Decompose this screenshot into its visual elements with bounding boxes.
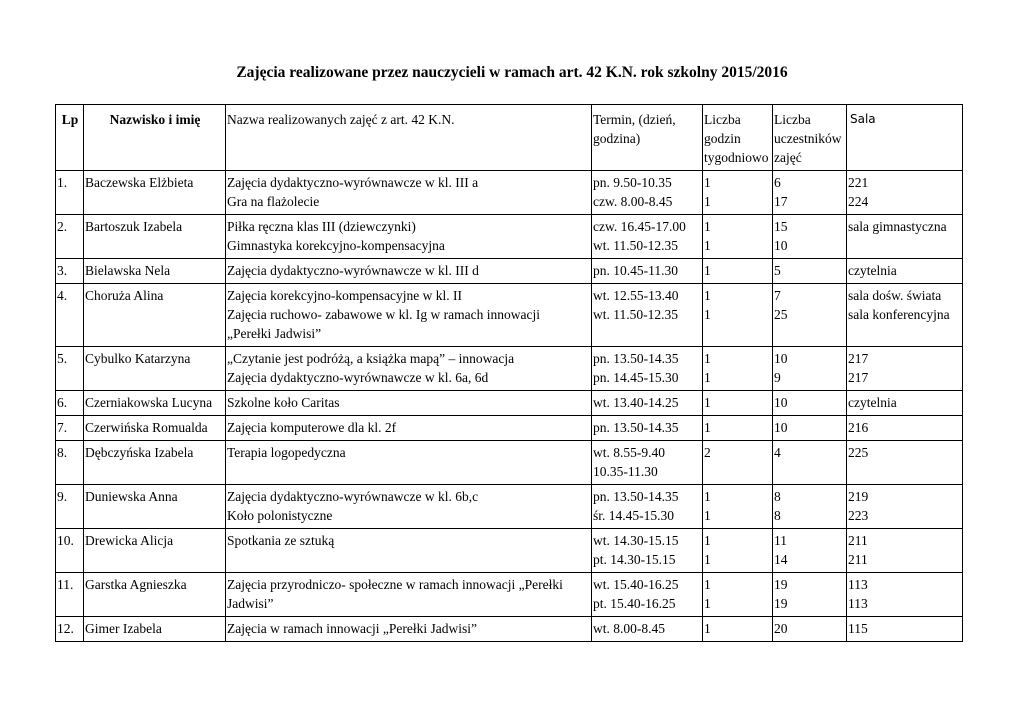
count-line: 6 (774, 175, 781, 190)
cell-term (592, 391, 703, 416)
hours-line: 1 (704, 175, 711, 190)
term-line: czw. 16.45-17.00 (593, 219, 686, 234)
term-line: pn. 13.50-14.35 (593, 420, 679, 435)
room-line: 211 (848, 533, 868, 548)
cell-activity (226, 347, 592, 391)
table-row (56, 617, 963, 642)
hours-line: 1 (704, 307, 711, 322)
cell-count (773, 416, 847, 441)
cell-activity (226, 171, 592, 215)
cell-activity (226, 391, 592, 416)
hours-line: 1 (704, 552, 711, 567)
cell-activity (226, 485, 592, 529)
count-line: 4 (774, 445, 781, 460)
hours-line: 1 (704, 577, 711, 592)
count-line: 7 (774, 288, 781, 303)
cell-room (847, 215, 963, 259)
cell-name: Cybulko Katarzyna (84, 347, 226, 391)
cell-room (847, 347, 963, 391)
cell-hours (703, 573, 773, 617)
cell-lp: 8. (56, 441, 84, 485)
table-body (56, 171, 963, 642)
term-line: czw. 8.00-8.45 (593, 194, 673, 209)
cell-room (847, 171, 963, 215)
activity-line: Gra na flażolecie (227, 194, 320, 209)
cell-count (773, 171, 847, 215)
cell-name: Bielawska Nela (84, 259, 226, 284)
room-line: sala gimnastyczna (848, 219, 947, 234)
cell-hours (703, 441, 773, 485)
activity-line: Zajęcia w ramach innowacji „Perełki Jadwisi” (227, 621, 478, 636)
room-line: 223 (848, 508, 869, 523)
cell-activity (226, 617, 592, 642)
table-row (56, 215, 963, 259)
cell-count (773, 284, 847, 347)
table-row (56, 485, 963, 529)
count-line: 25 (774, 307, 788, 322)
cell-count (773, 573, 847, 617)
cell-hours (703, 259, 773, 284)
hours-line: 1 (704, 596, 711, 611)
cell-activity (226, 284, 592, 347)
hours-line: 1 (704, 533, 711, 548)
cell-activity (226, 573, 592, 617)
cell-count (773, 215, 847, 259)
room-line: 219 (848, 489, 869, 504)
header-row (56, 105, 963, 171)
cell-hours (703, 416, 773, 441)
term-line: śr. 14.45-15.30 (593, 508, 674, 523)
term-line: pn. 13.50-14.35 (593, 351, 679, 366)
cell-term (592, 529, 703, 573)
cell-name: Bartoszuk Izabela (84, 215, 226, 259)
cell-room (847, 284, 963, 347)
cell-hours (703, 284, 773, 347)
hours-line: 1 (704, 238, 711, 253)
activity-line: Zajęcia dydaktyczno-wyrównawcze w kl. 6b,c (227, 489, 479, 504)
activity-line: Zajęcia dydaktyczno-wyrównawcze w kl. 6a, 6d (227, 370, 489, 385)
term-line: pt. 14.30-15.15 (593, 552, 676, 567)
cell-hours (703, 347, 773, 391)
cell-activity (226, 259, 592, 284)
hours-line: 1 (704, 263, 711, 278)
cell-term (592, 215, 703, 259)
room-line: 211 (848, 552, 868, 567)
term-line: pn. 13.50-14.35 (593, 489, 679, 504)
count-line: 20 (774, 621, 788, 636)
header-activity: Nazwa realizowanych zajęć z art. 42 K.N. (226, 105, 592, 171)
room-line: 221 (848, 175, 869, 190)
term-line: wt. 15.40-16.25 (593, 577, 679, 592)
room-line: 115 (848, 621, 868, 636)
cell-room (847, 391, 963, 416)
term-line: wt. 14.30-15.15 (593, 533, 679, 548)
term-line: wt. 8.55-9.40 (593, 445, 665, 460)
term-line: 10.35-11.30 (593, 464, 658, 479)
count-line: 19 (774, 577, 788, 592)
hours-line: 1 (704, 219, 711, 234)
cell-lp: 11. (56, 573, 84, 617)
cell-term (592, 573, 703, 617)
cell-hours (703, 617, 773, 642)
cell-lp: 2. (56, 215, 84, 259)
cell-term (592, 259, 703, 284)
cell-name: Gimer Izabela (84, 617, 226, 642)
cell-count (773, 485, 847, 529)
room-line: 217 (848, 351, 869, 366)
cell-lp: 5. (56, 347, 84, 391)
room-line: sala konferencyjna (848, 307, 950, 322)
activity-line: Szkolne koło Caritas (227, 395, 340, 410)
room-line: 217 (848, 370, 869, 385)
activity-line: Zajęcia korekcyjno-kompensacyjne w kl. II (227, 288, 463, 303)
activity-line: „Perełki Jadwisi” (227, 326, 322, 341)
cell-count (773, 391, 847, 416)
table-row (56, 171, 963, 215)
activity-line: Zajęcia dydaktyczno-wyrównawcze w kl. III d (227, 263, 479, 278)
table-row (56, 573, 963, 617)
cell-name: Drewicka Alicja (84, 529, 226, 573)
cell-room (847, 573, 963, 617)
cell-lp: 6. (56, 391, 84, 416)
activity-line: Piłka ręczna klas III (dziewczynki) (227, 219, 416, 234)
count-line: 19 (774, 596, 788, 611)
cell-name: Choruża Alina (84, 284, 226, 347)
cell-lp: 7. (56, 416, 84, 441)
cell-term (592, 441, 703, 485)
cell-count (773, 529, 847, 573)
cell-lp: 10. (56, 529, 84, 573)
count-line: 8 (774, 489, 781, 504)
header-name: Nazwisko i imię (84, 105, 226, 171)
cell-term (592, 171, 703, 215)
cell-name: Baczewska Elżbieta (84, 171, 226, 215)
room-line: 216 (848, 420, 869, 435)
hours-line: 1 (704, 489, 711, 504)
cell-activity (226, 416, 592, 441)
cell-name: Duniewska Anna (84, 485, 226, 529)
cell-count (773, 259, 847, 284)
cell-term (592, 485, 703, 529)
term-line: wt. 12.55-13.40 (593, 288, 679, 303)
table-row (56, 347, 963, 391)
cell-room (847, 485, 963, 529)
cell-hours (703, 485, 773, 529)
cell-hours (703, 529, 773, 573)
table-row (56, 441, 963, 485)
table-row (56, 284, 963, 347)
cell-lp: 9. (56, 485, 84, 529)
table-row (56, 391, 963, 416)
table-row (56, 529, 963, 573)
term-line: pn. 10.45-11.30 (593, 263, 678, 278)
activity-line: Zajęcia komputerowe dla kl. 2f (227, 420, 397, 435)
count-line: 9 (774, 370, 781, 385)
activity-line: Zajęcia dydaktyczno-wyrównawcze w kl. III a (227, 175, 479, 190)
cell-lp: 3. (56, 259, 84, 284)
cell-count (773, 441, 847, 485)
hours-line: 1 (704, 621, 711, 636)
table-row (56, 416, 963, 441)
cell-lp: 4. (56, 284, 84, 347)
cell-room (847, 529, 963, 573)
activity-line: Koło polonistyczne (227, 508, 333, 523)
hours-line: 1 (704, 288, 711, 303)
cell-activity (226, 441, 592, 485)
cell-hours (703, 171, 773, 215)
header-lp: Lp (56, 105, 84, 171)
count-line: 15 (774, 219, 788, 234)
header-term: Termin, (dzień, godzina) (592, 105, 703, 171)
hours-line: 1 (704, 420, 711, 435)
hours-line: 1 (704, 395, 711, 410)
room-line: czytelnia (848, 395, 897, 410)
cell-term (592, 284, 703, 347)
activity-line: Terapia logopedyczna (227, 445, 346, 460)
cell-name: Dębczyńska Izabela (84, 441, 226, 485)
count-line: 5 (774, 263, 781, 278)
count-line: 14 (774, 552, 788, 567)
count-line: 10 (774, 238, 788, 253)
room-line: 113 (848, 577, 868, 592)
activity-line: „Czytanie jest podróżą, a książka mapą” – innowacja (227, 351, 515, 366)
count-line: 10 (774, 351, 788, 366)
activity-line: Spotkania ze sztuką (227, 533, 335, 548)
cell-room (847, 259, 963, 284)
hours-line: 1 (704, 351, 711, 366)
count-line: 17 (774, 194, 788, 209)
cell-room (847, 416, 963, 441)
term-line: pn. 9.50-10.35 (593, 175, 672, 190)
header-hours: Liczba godzin tygodniowo (703, 105, 773, 171)
term-line: pt. 15.40-16.25 (593, 596, 676, 611)
count-line: 10 (774, 395, 788, 410)
term-line: wt. 11.50-12.35 (593, 307, 678, 322)
hours-line: 1 (704, 508, 711, 523)
cell-activity (226, 215, 592, 259)
cell-hours (703, 391, 773, 416)
room-line: sala dośw. świata (848, 288, 942, 303)
room-line: 225 (848, 445, 869, 460)
cell-term (592, 416, 703, 441)
cell-activity (226, 529, 592, 573)
term-line: wt. 8.00-8.45 (593, 621, 665, 636)
room-line: 113 (848, 596, 868, 611)
cell-name: Czerwińska Romualda (84, 416, 226, 441)
hours-line: 1 (704, 194, 711, 209)
cell-room (847, 441, 963, 485)
term-line: pn. 14.45-15.30 (593, 370, 679, 385)
count-line: 8 (774, 508, 781, 523)
cell-count (773, 617, 847, 642)
activities-table (55, 104, 963, 642)
count-line: 10 (774, 420, 788, 435)
cell-term (592, 617, 703, 642)
cell-name: Czerniakowska Lucyna (84, 391, 226, 416)
page-title: Zajęcia realizowane przez nauczycieli w ramach art. 42 K.N. rok szkolny 2015/2016 (236, 64, 788, 81)
cell-lp: 12. (56, 617, 84, 642)
table-row (56, 259, 963, 284)
header-count: Liczba uczestników zajęć (773, 105, 847, 171)
header-room: Sala (847, 105, 963, 171)
cell-count (773, 347, 847, 391)
cell-name: Garstka Agnieszka (84, 573, 226, 617)
count-line: 11 (774, 533, 787, 548)
activity-line: Zajęcia ruchowo- zabawowe w kl. Ig w ramach innowacji (227, 307, 540, 322)
cell-hours (703, 215, 773, 259)
activity-line: Zajęcia przyrodniczo- społeczne w ramach innowacji „Perełki (227, 577, 563, 592)
activity-line: Gimnastyka korekcyjno-kompensacyjna (227, 238, 445, 253)
term-line: wt. 13.40-14.25 (593, 395, 679, 410)
cell-room (847, 617, 963, 642)
hours-line: 1 (704, 370, 711, 385)
hours-line: 2 (704, 445, 711, 460)
cell-term (592, 347, 703, 391)
room-line: 224 (848, 194, 869, 209)
activity-line: Jadwisi” (227, 596, 274, 611)
room-line: czytelnia (848, 263, 897, 278)
cell-lp: 1. (56, 171, 84, 215)
term-line: wt. 11.50-12.35 (593, 238, 678, 253)
